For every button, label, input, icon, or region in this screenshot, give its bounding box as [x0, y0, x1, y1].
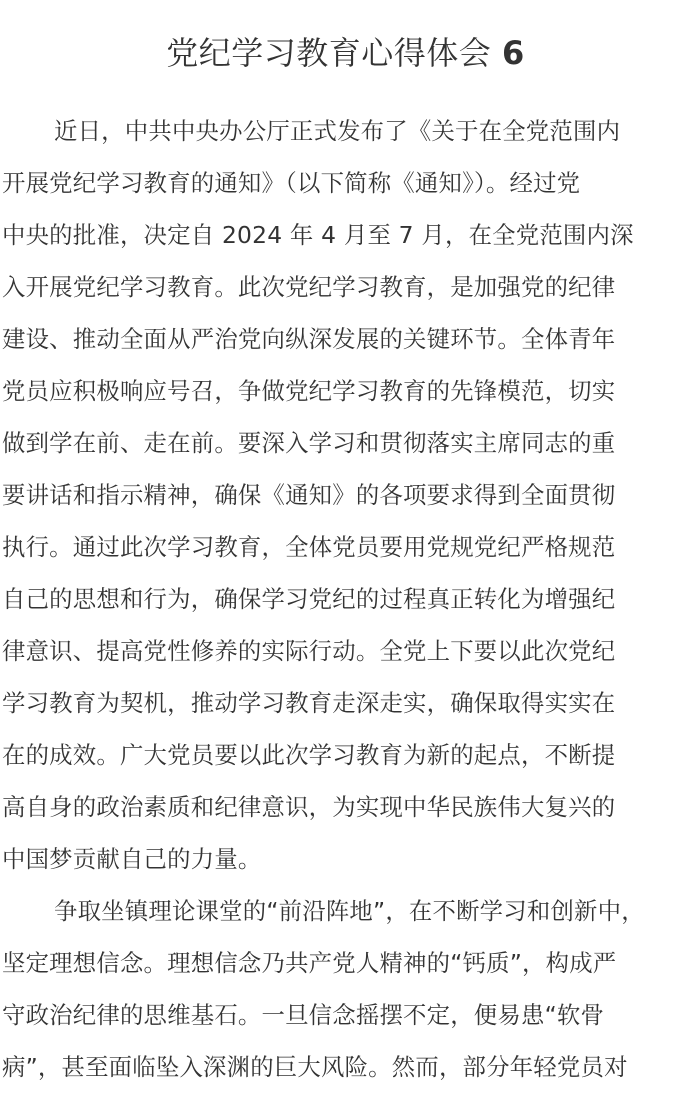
paragraph-2 — [2, 885, 689, 1093]
title-number: 6 — [501, 34, 525, 72]
paragraph-line: 争取坐镇理论课堂的“前沿阵地”，在不断学习和创新中， — [54, 897, 645, 925]
title-text: 党纪学习教育心得体会 — [166, 34, 492, 72]
paragraph-line: 近日，中共中央办公厅正式发布了《关于在全党范围内 — [54, 117, 621, 145]
paragraph-line: 在的成效。广大党员要以此次学习教育为新的起点，不断提 — [2, 741, 616, 769]
paragraph-line: 坚定理想信念。理想信念乃共产党人精神的“钙质”，构成严 — [2, 949, 617, 977]
page-title — [2, 0, 689, 76]
paragraph-line: 做到学在前、走在前。要深入学习和贯彻落实主席同志的重 — [2, 429, 616, 457]
paragraph-line: 中央的批准，决定自 2024 年 4 月至 7 月，在全党范围内深 — [2, 221, 634, 249]
paragraph-line: 中国梦贡献自己的力量。 — [2, 845, 262, 873]
document-body — [2, 105, 689, 1093]
paragraph-line: 守政治纪律的思维基石。一旦信念摇摆不定，便易患“软骨 — [2, 1001, 605, 1029]
paragraph-1 — [2, 105, 689, 885]
paragraph-line: 要讲话和指示精神，确保《通知》的各项要求得到全面贯彻 — [2, 481, 616, 509]
paragraph-line: 学习教育为契机，推动学习教育走深走实，确保取得实实在 — [2, 689, 616, 717]
paragraph-line: 病”，甚至面临坠入深渊的巨大风险。然而，部分年轻党员对 — [2, 1053, 628, 1081]
paragraph-line: 高自身的政治素质和纪律意识，为实现中华民族伟大复兴的 — [2, 793, 616, 821]
paragraph-line: 建设、推动全面从严治党向纵深发展的关键环节。全体青年 — [2, 325, 616, 353]
paragraph-line: 律意识、提高党性修养的实际行动。全党上下要以此次党纪 — [2, 637, 616, 665]
paragraph-line: 执行。通过此次学习教育，全体党员要用党规党纪严格规范 — [2, 533, 616, 561]
paragraph-line: 入开展党纪学习教育。此次党纪学习教育，是加强党的纪律 — [2, 273, 616, 301]
paragraph-line: 自己的思想和行为，确保学习党纪的过程真正转化为增强纪 — [2, 585, 616, 613]
paragraph-line: 开展党纪学习教育的通知》（以下简称《通知》）。经过党 — [2, 169, 581, 197]
paragraph-line: 党员应积极响应号召，争做党纪学习教育的先锋模范，切实 — [2, 377, 616, 405]
